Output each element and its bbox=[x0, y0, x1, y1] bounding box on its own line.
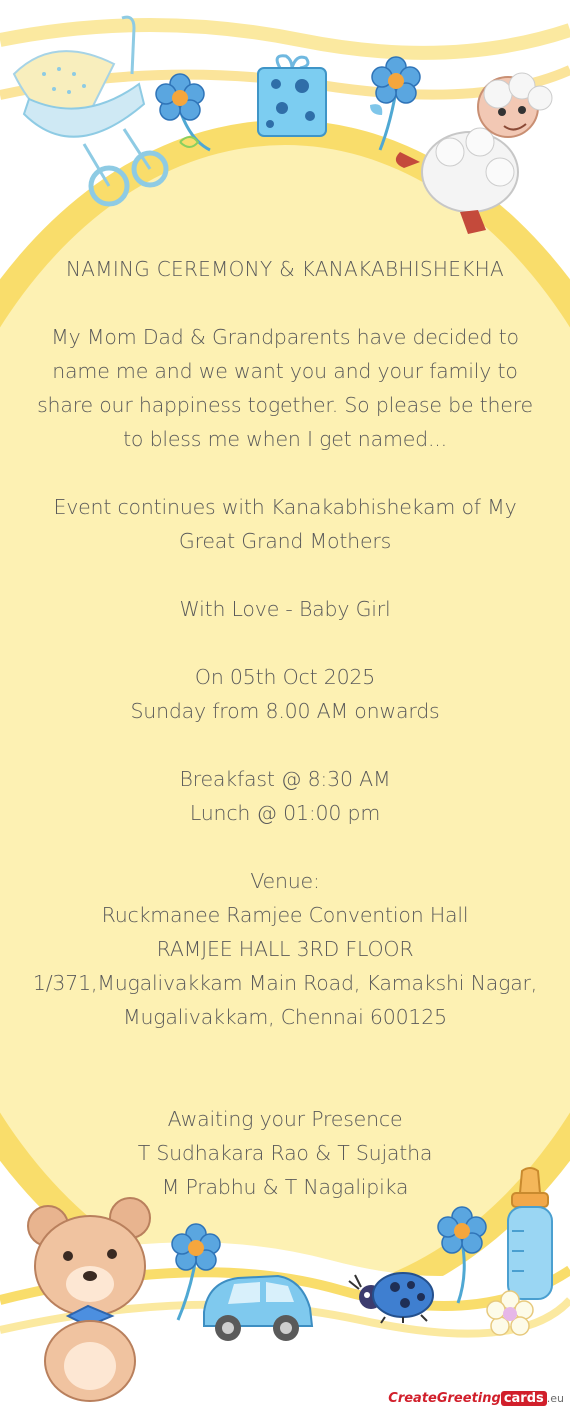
pram-icon bbox=[4, 14, 174, 214]
event-date: On 05th Oct 2025 bbox=[194, 665, 376, 689]
invitation-text bbox=[30, 252, 540, 1204]
flower-icon bbox=[150, 70, 220, 160]
with-love: With Love - Baby Girl bbox=[179, 597, 391, 621]
venue-label: Venue: bbox=[250, 869, 320, 893]
brand-cards: cards bbox=[501, 1391, 547, 1406]
brand-name: CreateGreeting bbox=[388, 1391, 501, 1406]
sheep-icon bbox=[390, 62, 560, 242]
message-line: name me and we want you and your family to bbox=[52, 359, 518, 383]
teddy-bear-icon bbox=[18, 1196, 168, 1406]
toy-car-icon bbox=[198, 1262, 318, 1348]
brand-domain: .eu bbox=[546, 1392, 564, 1405]
gift-box-icon bbox=[252, 50, 332, 140]
awaiting-text: Awaiting your Presence bbox=[167, 1107, 403, 1131]
venue-line: Mugalivakkam, Chennai 600125 bbox=[123, 1005, 447, 1029]
message-line: share our happiness together. So please be there bbox=[37, 393, 533, 417]
lunch-time: Lunch @ 01:00 pm bbox=[189, 801, 381, 825]
venue-line: Ruckmanee Ramjee Convention Hall bbox=[101, 903, 469, 927]
event-note-line: Great Grand Mothers bbox=[178, 529, 392, 553]
message-line: to bless me when I get named... bbox=[123, 427, 447, 451]
message-line: My Mom Dad & Grandparents have decided to bbox=[51, 325, 519, 349]
venue-line: 1/371,Mugalivakkam Main Road, Kamakshi Nagar, bbox=[32, 971, 538, 995]
card-title: NAMING CEREMONY & KANAKABHISHEKHA bbox=[66, 257, 504, 281]
ladybug-icon bbox=[345, 1265, 440, 1325]
flower-icon bbox=[484, 1290, 536, 1340]
event-note-line: Event continues with Kanakabhishekam of My bbox=[53, 495, 517, 519]
brand-logo[interactable] bbox=[388, 1391, 564, 1406]
event-time: Sunday from 8.00 AM onwards bbox=[130, 699, 440, 723]
host-line: M Prabhu & T Nagalipika bbox=[161, 1175, 409, 1199]
host-line: T Sudhakara Rao & T Sujatha bbox=[137, 1141, 433, 1165]
breakfast-time: Breakfast @ 8:30 AM bbox=[179, 767, 391, 791]
venue-line: RAMJEE HALL 3RD FLOOR bbox=[156, 937, 414, 961]
